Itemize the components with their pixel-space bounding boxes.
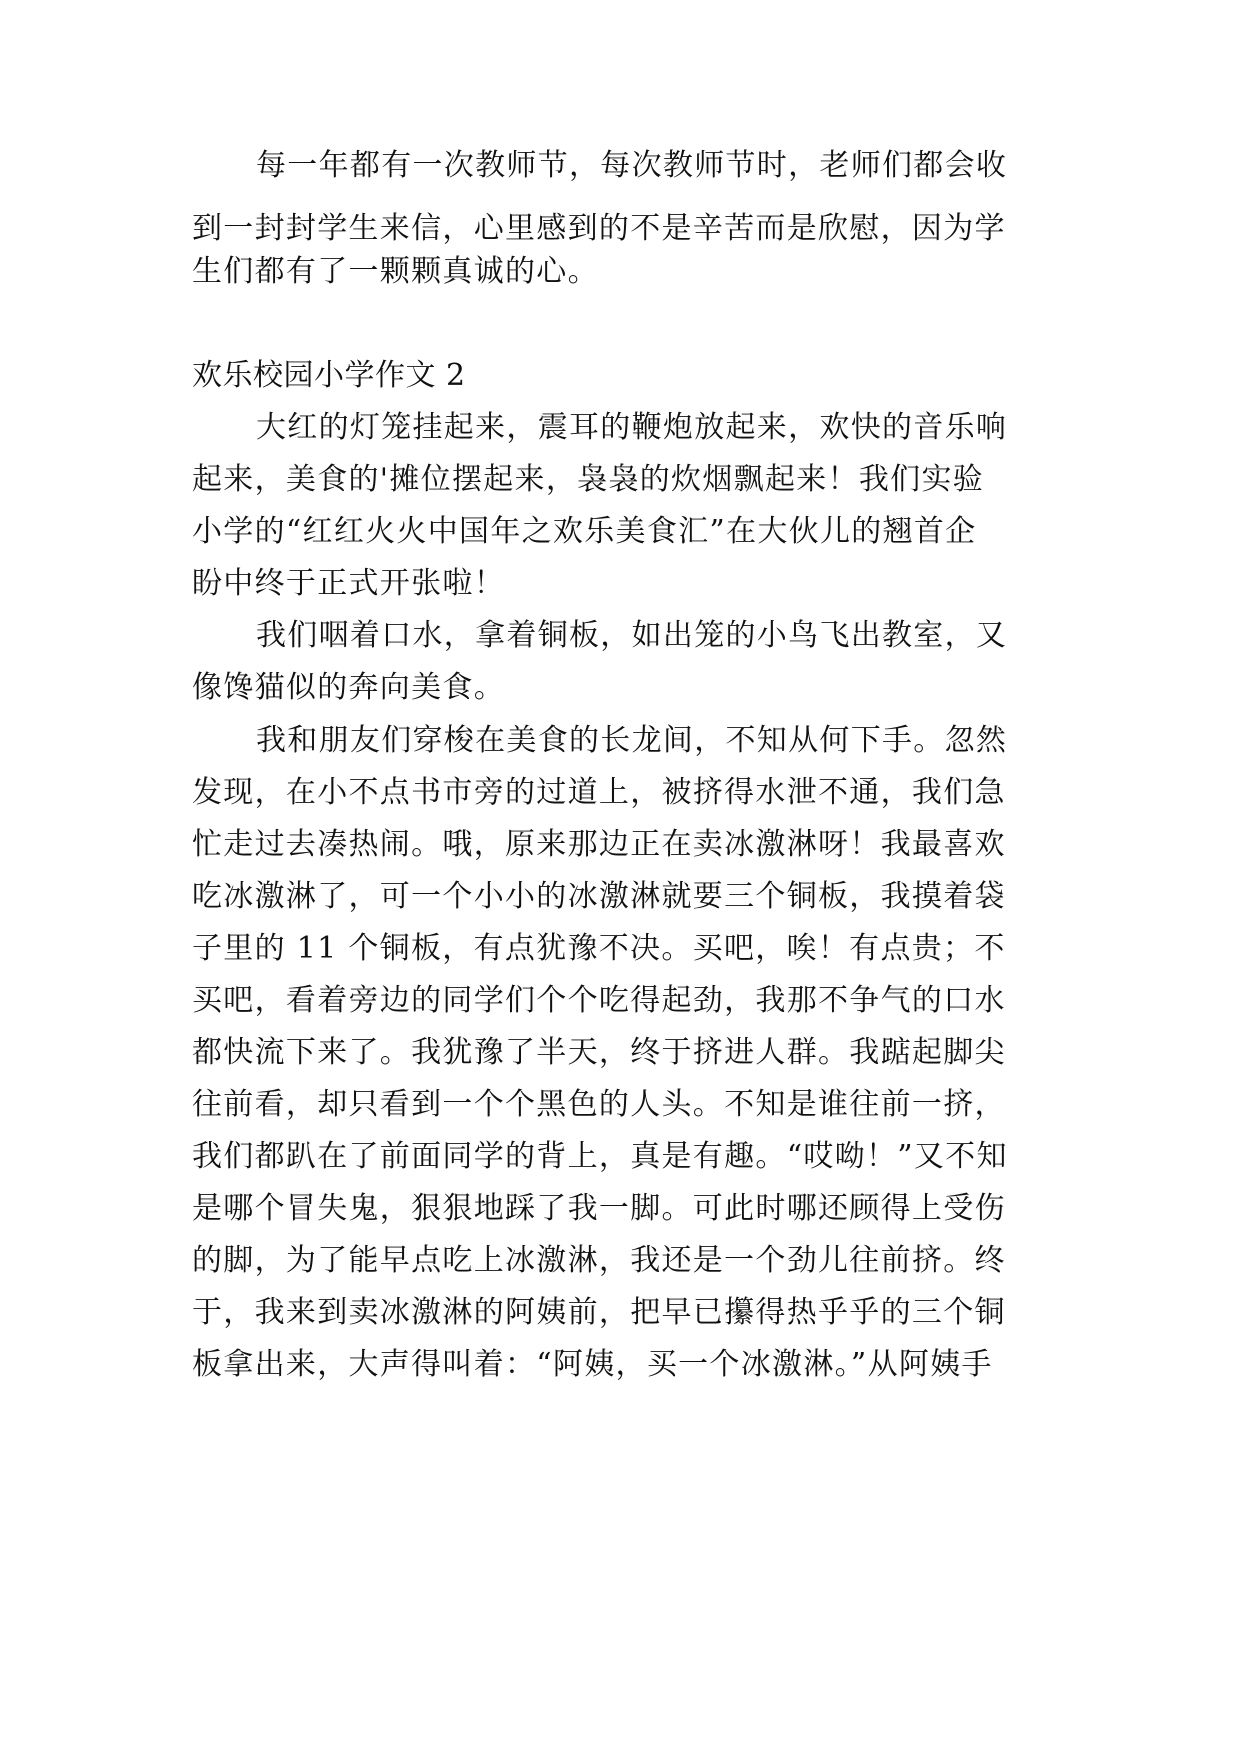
paragraph-2-line-3: 小学的“红红火火中国年之欢乐美食汇”在大伙儿的翘首企 [192, 514, 977, 549]
paragraph-3-line-2: 像馋猫似的奔向美食。 [192, 670, 505, 705]
paragraph-4-line-10: 是哪个冒失鬼，狠狠地踩了我一脚。可此时哪还顾得上受伤 [192, 1191, 1006, 1226]
paragraph-4-line-6: 买吧，看着旁边的同学们个个吃得起劲，我那不争气的口水 [192, 983, 1006, 1018]
paragraph-3-line-1: 我们咽着口水，拿着铜板，如出笼的小鸟飞出教室，又 [256, 618, 1008, 653]
paragraph-4-line-11: 的脚，为了能早点吃上冰激淋，我还是一个劲儿往前挤。终 [192, 1243, 1006, 1278]
paragraph-4-line-12: 于，我来到卖冰激淋的阿姨前，把早已攥得热乎乎的三个铜 [192, 1295, 1006, 1330]
paragraph-2-line-4: 盼中终于正式开张啦！ [192, 566, 505, 601]
paragraph-4-line-4: 吃冰激淋了，可一个小小的冰激淋就要三个铜板，我摸着袋 [192, 879, 1006, 914]
paragraph-1-line-1: 每一年都有一次教师节，每次教师节时，老师们都会收 [256, 148, 1008, 183]
paragraph-4-line-1: 我和朋友们穿梭在美食的长龙间，不知从何下手。忽然 [256, 723, 1008, 758]
paragraph-2-line-1: 大红的灯笼挂起来，震耳的鞭炮放起来，欢快的音乐响 [256, 410, 1008, 445]
paragraph-1-line-2: 到一封封学生来信，心里感到的不是辛苦而是欣慰，因为学 [192, 211, 1006, 246]
paragraph-4-line-8: 往前看，却只看到一个个黑色的人头。不知是谁往前一挤， [192, 1087, 1006, 1122]
paragraph-4-line-2: 发现，在小不点书市旁的过道上，被挤得水泄不通，我们急 [192, 775, 1006, 810]
paragraph-4-line-5: 子里的 11 个铜板，有点犹豫不决。买吧，唉！有点贵；不 [192, 931, 1006, 966]
paragraph-4-line-9: 我们都趴在了前面同学的背上，真是有趣。“哎呦！”又不知 [192, 1139, 1008, 1174]
paragraph-4-line-3: 忙走过去凑热闹。哦，原来那边正在卖冰激淋呀！我最喜欢 [192, 827, 1006, 862]
paragraph-4-line-7: 都快流下来了。我犹豫了半天，终于挤进人群。我踮起脚尖 [192, 1035, 1006, 1070]
paragraph-2-line-2: 起来，美食的'摊位摆起来，袅袅的炊烟飘起来！我们实验 [192, 462, 985, 497]
paragraph-1-line-3: 生们都有了一颗颗真诚的心。 [192, 254, 599, 289]
section-title: 欢乐校园小学作文 2 [192, 358, 466, 393]
paragraph-4-line-13: 板拿出来，大声得叫着：“阿姨，买一个冰激淋。”从阿姨手 [192, 1347, 993, 1382]
